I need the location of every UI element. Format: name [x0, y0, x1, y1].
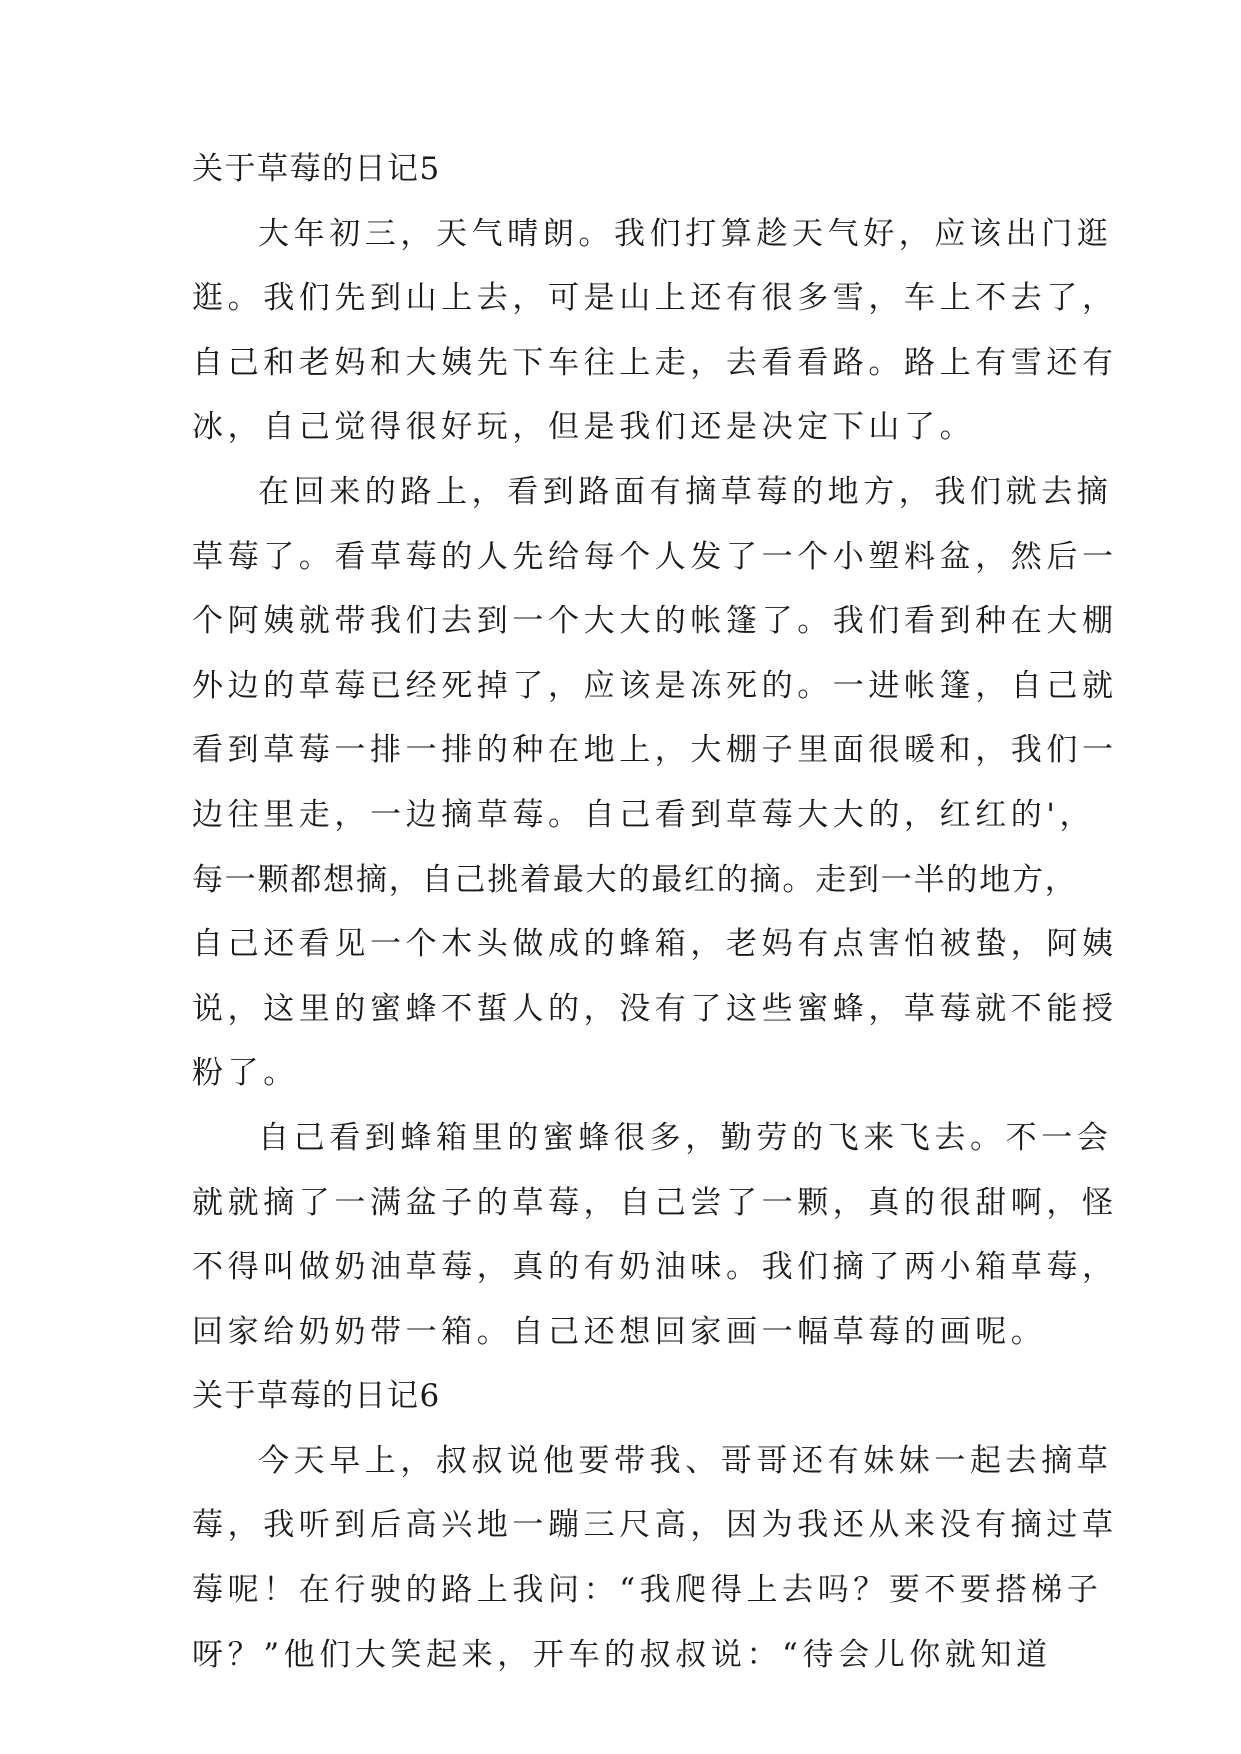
document-body	[192, 137, 1118, 1687]
text-line: 自己看到蜂箱里的蜜蜂很多，勤劳的飞来飞去。不一会	[258, 1119, 1113, 1156]
text-line: 看到草莓一排一排的种在地上，大棚子里面很暖和，我们一	[192, 732, 1118, 769]
text-line: 粉了。	[192, 1055, 299, 1092]
text-line: 莓呢！在行驶的路上我问：“我爬得上去吗？要不要搭梯子	[192, 1572, 1103, 1609]
paragraph	[192, 460, 1118, 1106]
text-line: 不得叫做奶油草莓，真的有奶油味。我们摘了两小箱草莓，	[192, 1249, 1118, 1286]
text-line: 逛。我们先到山上去，可是山上还有很多雪，车上不去了，	[192, 280, 1118, 317]
text-line: 在回来的路上，看到路面有摘草莓的地方，我们就去摘	[258, 473, 1113, 510]
text-line: 说，这里的蜜蜂不蜇人的，没有了这些蜜蜂，草莓就不能授	[192, 990, 1118, 1027]
paragraph	[192, 1106, 1118, 1364]
paragraph	[192, 202, 1118, 460]
text-line: 边往里走，一边摘草莓。自己看到草莓大大的，红红的'，	[192, 796, 1096, 833]
text-line: 自己还看见一个木头做成的蜂箱，老妈有点害怕被蛰，阿姨	[192, 926, 1118, 963]
text-line: 就就摘了一满盆子的草莓，自己尝了一颗，真的很甜啊，怪	[192, 1184, 1118, 1221]
text-line: 草莓了。看草莓的人先给每个人发了一个小塑料盆，然后一	[192, 538, 1118, 575]
text-line: 外边的草莓已经死掉了，应该是冻死的。一进帐篷，自己就	[192, 667, 1118, 704]
text-line: 今天早上，叔叔说他要带我、哥哥还有妹妹一起去摘草	[258, 1442, 1113, 1479]
section-title: 关于草莓的日记6	[192, 1378, 441, 1415]
section-title: 关于草莓的日记5	[192, 151, 441, 187]
text-line: 冰，自己觉得很好玩，但是我们还是决定下山了。	[192, 409, 976, 446]
text-line: 自己和老妈和大姨先下车往上走，去看看路。路上有雪还有	[192, 344, 1118, 381]
text-line: 呀？”他们大笑起来，开车的叔叔说：“待会儿你就知道	[192, 1636, 1052, 1673]
text-line: 回家给奶奶带一箱。自己还想回家画一幅草莓的画呢。	[192, 1313, 1047, 1350]
text-line: 个阿姨就带我们去到一个大大的帐篷了。我们看到种在大棚	[192, 603, 1118, 640]
text-line: 每一颗都想摘，自己挑着最大的最红的摘。走到一半的地方，	[192, 861, 1078, 898]
text-line: 大年初三，天气晴朗。我们打算趁天气好，应该出门逛	[258, 215, 1113, 252]
paragraph	[192, 1429, 1118, 1687]
text-line: 莓，我听到后高兴地一蹦三尺高，因为我还从来没有摘过草	[192, 1507, 1118, 1544]
